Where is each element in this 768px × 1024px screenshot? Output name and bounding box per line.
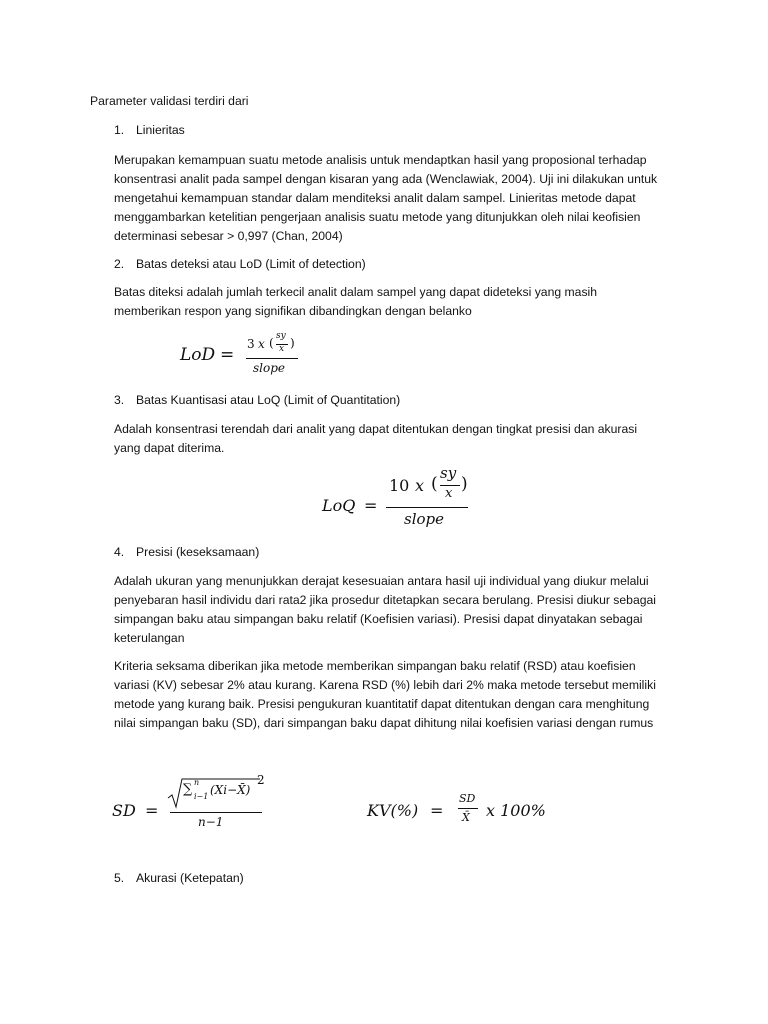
lod-inner-numerator: sy [276, 331, 286, 341]
lod-close-paren: ) [290, 336, 295, 350]
kv-equals: = [430, 801, 444, 820]
loq-open-paren: ( [431, 474, 438, 494]
lod-lhs: LoD [180, 345, 216, 365]
section-3-paragraph [114, 420, 674, 458]
text-line: memberikan respon yang signifikan dibandingkan dengan belanko [114, 304, 472, 318]
text-line: Adalah konsentrasi terendah dari analit yang dapat ditentukan dengan tingkat presisi dan akurasi [114, 422, 638, 436]
text-line: determinasi sebesar > 0,997 (Chan, 2004) [114, 229, 343, 243]
loq-inner-denominator: x [445, 486, 453, 501]
section-5-title: Akurasi (Ketepatan) [136, 871, 244, 885]
section-4-title: Presisi (keseksamaan) [136, 545, 260, 559]
section-1-title: Linieritas [136, 123, 185, 137]
text-line: Merupakan kemampuan suatu metode analisis untuk mendaptkan hasil yang proposional terhadap [114, 153, 647, 167]
loq-coefficient: 10 [389, 476, 410, 495]
loq-equals: = [364, 496, 378, 515]
lod-fraction-bar [246, 358, 298, 359]
text-line: variasi (KV) sebesar 2% atau kurang. Karena RSD (%) lebih dari 2% maka metode tersebut memiliki [114, 678, 656, 692]
lod-denominator: slope [253, 361, 286, 375]
sd-lhs: SD [112, 801, 136, 820]
section-3-title: Batas Kuantisasi atau LoQ (Limit of Quantitation) [136, 393, 401, 407]
section-1-paragraph [114, 151, 674, 246]
section-2-paragraph [114, 283, 674, 321]
sd-sum-body: (Xi−X̄) [210, 783, 251, 797]
kv-tail: x 100% [486, 801, 546, 820]
kv-lhs: KV(%) [367, 801, 419, 820]
kv-denominator: X̄ [462, 811, 470, 824]
section-4-number: 4. [114, 545, 125, 559]
text-line: nilai simpangan baku (SD), dari simpangan baku dapat dihitung nilai koefisien variasi dengan rumus [114, 716, 654, 730]
document-heading: Parameter validasi terdiri dari [90, 94, 249, 108]
section-3-number: 3. [114, 393, 125, 407]
section-1-number: 1. [114, 123, 125, 137]
kv-numerator: SD [459, 792, 476, 805]
text-line: penyebaran hasil individu dari rata2 jika prosedur ditetapkan secara berulang. Presisi diukur sebagai [114, 593, 656, 607]
loq-fraction-bar [386, 507, 468, 508]
lod-inner-denominator: x [279, 344, 285, 354]
text-line: Batas diteksi adalah jumlah terkecil analit dalam sampel yang dapat dideteksi yang masih [114, 285, 598, 299]
loq-times: x [415, 476, 425, 495]
sd-sum-lower: i−1 [194, 792, 209, 801]
text-line: yang dapat diterima. [114, 441, 225, 455]
text-line: simpangan baku atau simpangan baku relatif (Koefisien variasi). Presisi dapat dinyatakan sebagai [114, 612, 643, 626]
loq-lhs: LoQ [322, 496, 356, 515]
section-4-paragraph-2 [114, 657, 674, 733]
text-line: Kriteria seksama diberikan jika metode memberikan simpangan baku relatif (RSD) atau koefisien [114, 659, 636, 673]
sd-power: 2 [257, 773, 265, 787]
lod-open-paren: ( [269, 336, 274, 350]
loq-denominator: slope [404, 510, 445, 528]
text-line: Adalah ukuran yang menunjukkan derajat kesesuaian antara hasil uji individual yang diukur melalui [114, 574, 649, 588]
loq-inner-numerator: sy [440, 464, 457, 482]
section-4-paragraph-1 [114, 572, 674, 648]
kv-fraction-bar [458, 808, 478, 809]
lod-times: x [258, 337, 265, 351]
text-line: mengetahui kemampuan standar dalam menditeksi analit dalam sampel. Linieritas metode dapat [114, 191, 636, 205]
lod-coefficient: 3 [247, 337, 255, 351]
section-5-number: 5. [114, 871, 125, 885]
sd-denominator: n−1 [198, 815, 224, 829]
sd-sum-upper: n [194, 778, 200, 787]
lod-equals: = [220, 345, 235, 365]
sd-fraction-bar [170, 812, 262, 813]
text-line: keterulangan [114, 631, 185, 645]
section-2-title: Batas deteksi atau LoD (Limit of detection) [136, 257, 366, 271]
text-line: konsentrasi analit pada sampel dengan kisaran yang ada (Wenclawiak, 2004). Uji ini dilakukan untuk [114, 172, 658, 186]
text-line: menggambarkan ketelitian pengerjaan analisis suatu metode yang ditunjukkan oleh nilai keofisien [114, 210, 641, 224]
section-2-number: 2. [114, 257, 125, 271]
loq-close-paren: ) [461, 474, 468, 494]
sd-summation: ∑ [183, 782, 193, 797]
text-line: metode yang kurang baik. Presisi pengukuran kuantitatif dapat ditentukan dengan cara menghitung [114, 697, 650, 711]
sd-equals: = [145, 801, 159, 820]
